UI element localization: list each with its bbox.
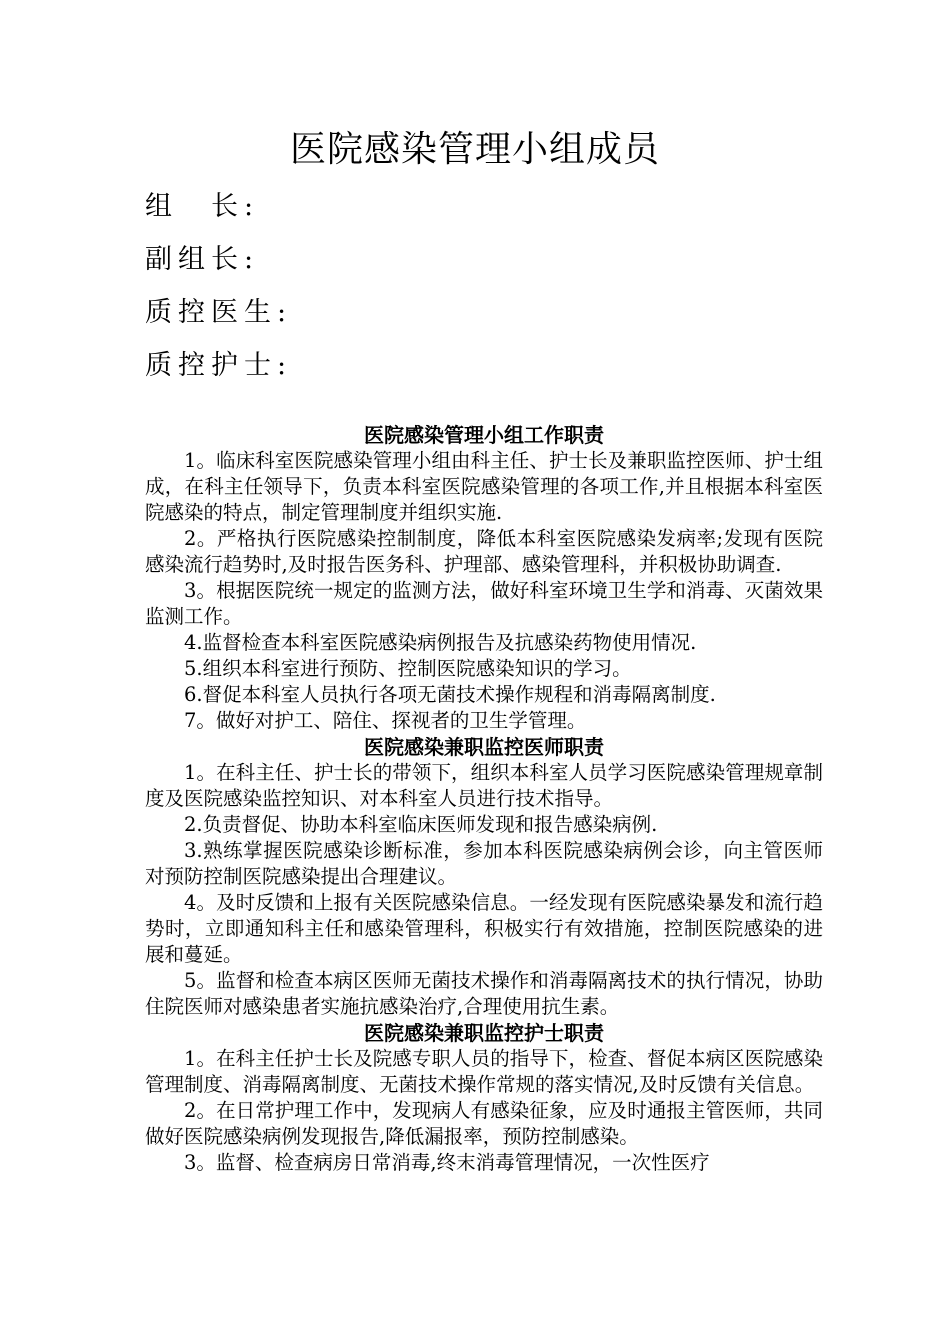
paragraph: 4。及时反馈和上报有关医院感染信息。一经发现有医院感染暴发和流行趋势时，立即通知科主任和感染管理科，积极实行有效措施，控制医院感染的进展和蔓延。 [145, 891, 823, 966]
paragraph: 3.熟练掌握医院感染诊断标准，参加本科医院感染病例会诊，向主管医师对预防控制医院感染提出合理建议。 [145, 839, 823, 888]
role-qc-nurse: 质控护士: [145, 350, 293, 381]
role-deputy-leader: 副组长: [145, 244, 260, 275]
section-doctor-duties [145, 734, 823, 1020]
paragraph: 6.督促本科室人员执行各项无菌技术操作规程和消毒隔离制度. [184, 683, 716, 706]
paragraph: 1。在科主任、护士长的带领下，组织本科室人员学习医院感染管理规章制度及医院感染监控知识、对本科室人员进行技术指导。 [145, 761, 823, 810]
paragraph: 2。严格执行医院感染控制制度，降低本科室医院感染发病率;发现有医院感染流行趋势时,及时报告医务科、护理部、感染管理科，并积极协助调查. [145, 527, 823, 576]
paragraph: 3。监督、检查病房日常消毒,终末消毒管理情况，一次性医疗 [184, 1151, 710, 1174]
page-title: 医院感染管理小组成员 [289, 129, 660, 170]
paragraph: 2。在日常护理工作中，发现病人有感染征象，应及时通报主管医师，共同做好医院感染病例发现报告,降低漏报率，预防控制感染。 [145, 1099, 823, 1148]
paragraph: 7。做好对护工、陪住、探视者的卫生学管理。 [184, 709, 587, 732]
paragraph: 5。监督和检查本病区医师无菌技术操作和消毒隔离技术的执行情况，协助住院医师对感染患者实施抗感染治疗,合理使用抗生素。 [145, 969, 823, 1018]
section-team-duties [145, 422, 823, 734]
member-roles [145, 180, 292, 392]
paragraph: 5.组织本科室进行预防、控制医院感染知识的学习。 [184, 657, 632, 680]
paragraph: 2.负责督促、协助本科室临床医师发现和报告感染病例. [184, 813, 658, 836]
section-title: 医院感染管理小组工作职责 [364, 423, 604, 447]
section-title: 医院感染兼职监控护士职责 [364, 1021, 604, 1045]
paragraph: 1。临床科室医院感染管理小组由科主任、护士长及兼职监控医师、护士组成，在科主任领导下，负责本科室医院感染管理的各项工作,并且根据本科室医院感染的特点，制定管理制度并组织实施. [145, 449, 823, 524]
section-nurse-duties [145, 1020, 823, 1176]
document-body [145, 422, 823, 1176]
section-title: 医院感染兼职监控医师职责 [364, 735, 604, 759]
paragraph: 4.监督检查本科室医院感染病例报告及抗感染药物使用情况. [184, 631, 697, 654]
paragraph: 1。在科主任护士长及院感专职人员的指导下，检查、督促本病区医院感染管理制度、消毒隔离制度、无菌技术操作常规的落实情况,及时反馈有关信息。 [145, 1047, 823, 1096]
role-qc-doctor: 质控医生: [145, 297, 293, 328]
role-leader: 组 长: [145, 191, 260, 222]
paragraph: 3。根据医院统一规定的监测方法，做好科室环境卫生学和消毒、灭菌效果监测工作。 [145, 579, 823, 628]
